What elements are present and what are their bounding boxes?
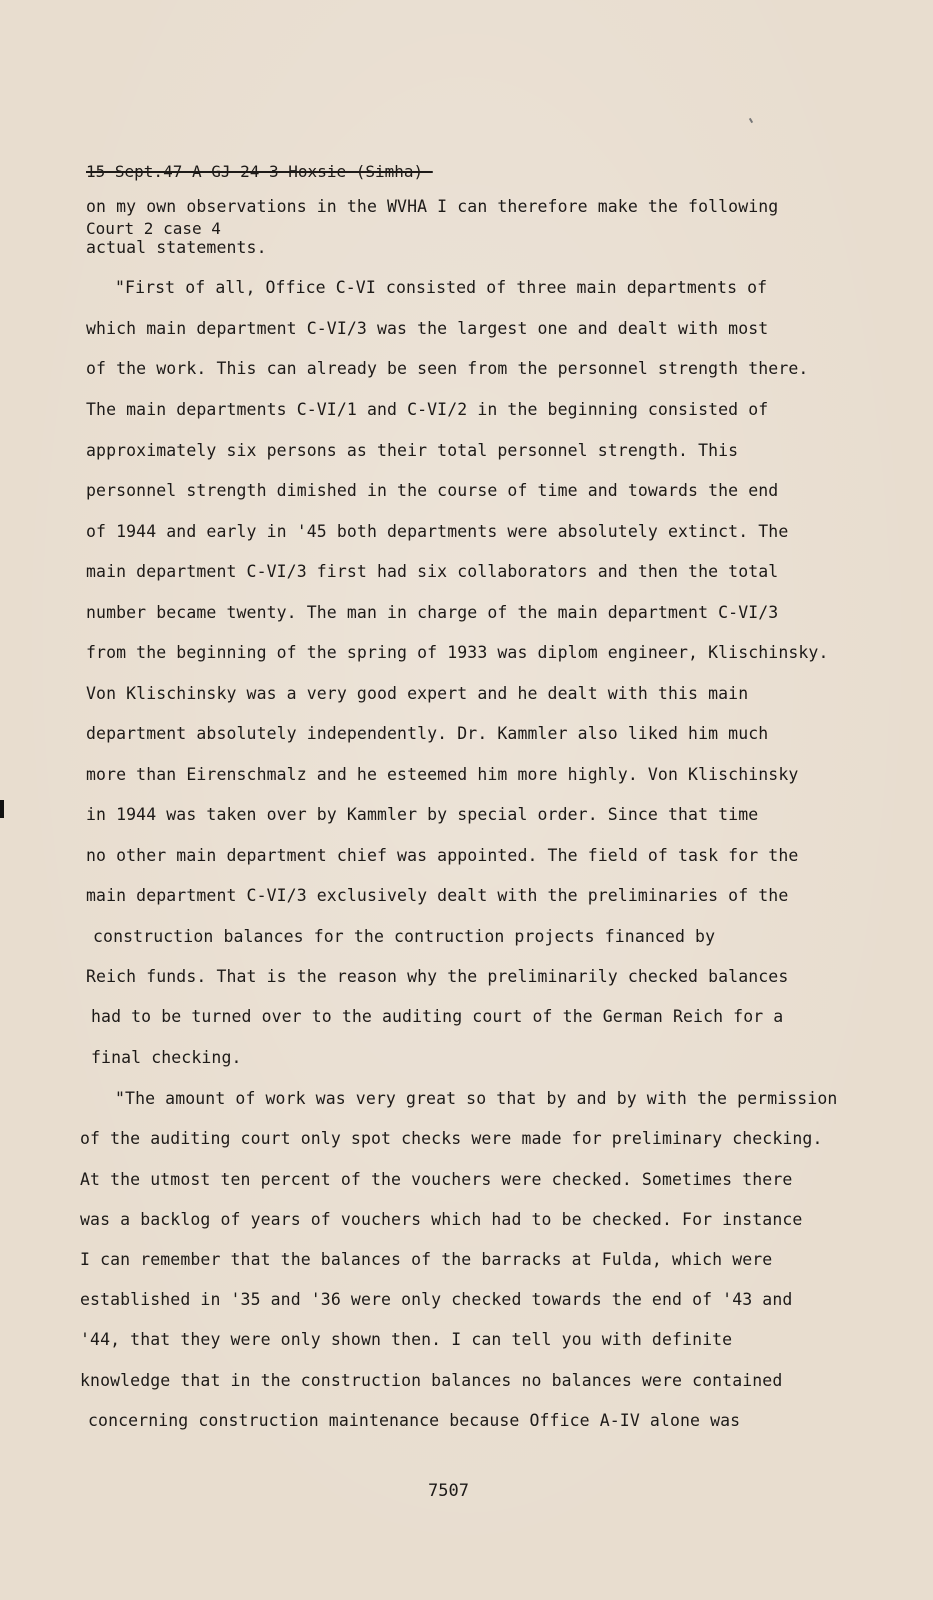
body-line: of the work. This can already be seen from the personnel strength there. bbox=[86, 359, 809, 378]
body-line: was a backlog of years of vouchers which had to be checked. For instance bbox=[80, 1210, 803, 1229]
body-line: "The amount of work was very great so that by and by with the permission bbox=[115, 1089, 838, 1108]
body-line: knowledge that in the construction balances no balances were contained bbox=[80, 1371, 783, 1390]
body-line: had to be turned over to the auditing court of the German Reich for a bbox=[91, 1007, 784, 1026]
body-line: from the beginning of the spring of 1933 was diplom engineer, Klischinsky. bbox=[86, 643, 829, 662]
body-line: final checking. bbox=[91, 1048, 242, 1067]
body-line: main department C-VI/3 exclusively dealt with the preliminaries of the bbox=[86, 886, 789, 905]
body-line: number became twenty. The man in charge of the main department C-VI/3 bbox=[86, 603, 779, 622]
body-line: established in '35 and '36 were only checked towards the end of '43 and bbox=[80, 1290, 793, 1309]
page-number: 7507 bbox=[428, 1481, 469, 1501]
body-line: Von Klischinsky was a very good expert and he dealt with this main bbox=[86, 684, 749, 703]
body-line: on my own observations in the WVHA I can therefore make the following bbox=[86, 197, 779, 216]
header-reference-line: 15-Sept.47-A-GJ-24-3-Hoxsie-(Simha)- bbox=[86, 162, 433, 181]
body-line: '44, that they were only shown then. I can tell you with definite bbox=[80, 1330, 733, 1349]
body-line: Reich funds. That is the reason why the preliminarily checked balances bbox=[86, 967, 789, 986]
body-line: I can remember that the balances of the barracks at Fulda, which were bbox=[80, 1250, 773, 1269]
body-line: actual statements. bbox=[86, 238, 267, 257]
body-line: The main departments C-VI/1 and C-VI/2 in the beginning consisted of bbox=[86, 400, 769, 419]
body-line: no other main department chief was appointed. The field of task for the bbox=[86, 846, 799, 865]
body-line: in 1944 was taken over by Kammler by special order. Since that time bbox=[86, 805, 759, 824]
body-line: more than Eirenschmalz and he esteemed him more highly. Von Klischinsky bbox=[86, 765, 799, 784]
body-line: approximately six persons as their total personnel strength. This bbox=[86, 441, 739, 460]
body-line: At the utmost ten percent of the vouchers were checked. Sometimes there bbox=[80, 1170, 793, 1189]
body-line: concerning construction maintenance because Office A-IV alone was bbox=[88, 1411, 741, 1430]
body-line: personnel strength dimished in the course of time and towards the end bbox=[86, 481, 779, 500]
body-line: "First of all, Office C-VI consisted of three main departments of bbox=[115, 278, 768, 297]
body-line: of 1944 and early in '45 both departments were absolutely extinct. The bbox=[86, 522, 789, 541]
body-line: which main department C-VI/3 was the largest one and dealt with most bbox=[86, 319, 769, 338]
body-line: department absolutely independently. Dr. Kammler also liked him much bbox=[86, 724, 769, 743]
body-line: construction balances for the contruction projects financed by bbox=[93, 927, 716, 946]
body-line: main department C-VI/3 first had six collaborators and then the total bbox=[86, 562, 779, 581]
header-court-case: Court 2 case 4 bbox=[86, 219, 221, 238]
body-line: of the auditing court only spot checks were made for preliminary checking. bbox=[80, 1129, 823, 1148]
